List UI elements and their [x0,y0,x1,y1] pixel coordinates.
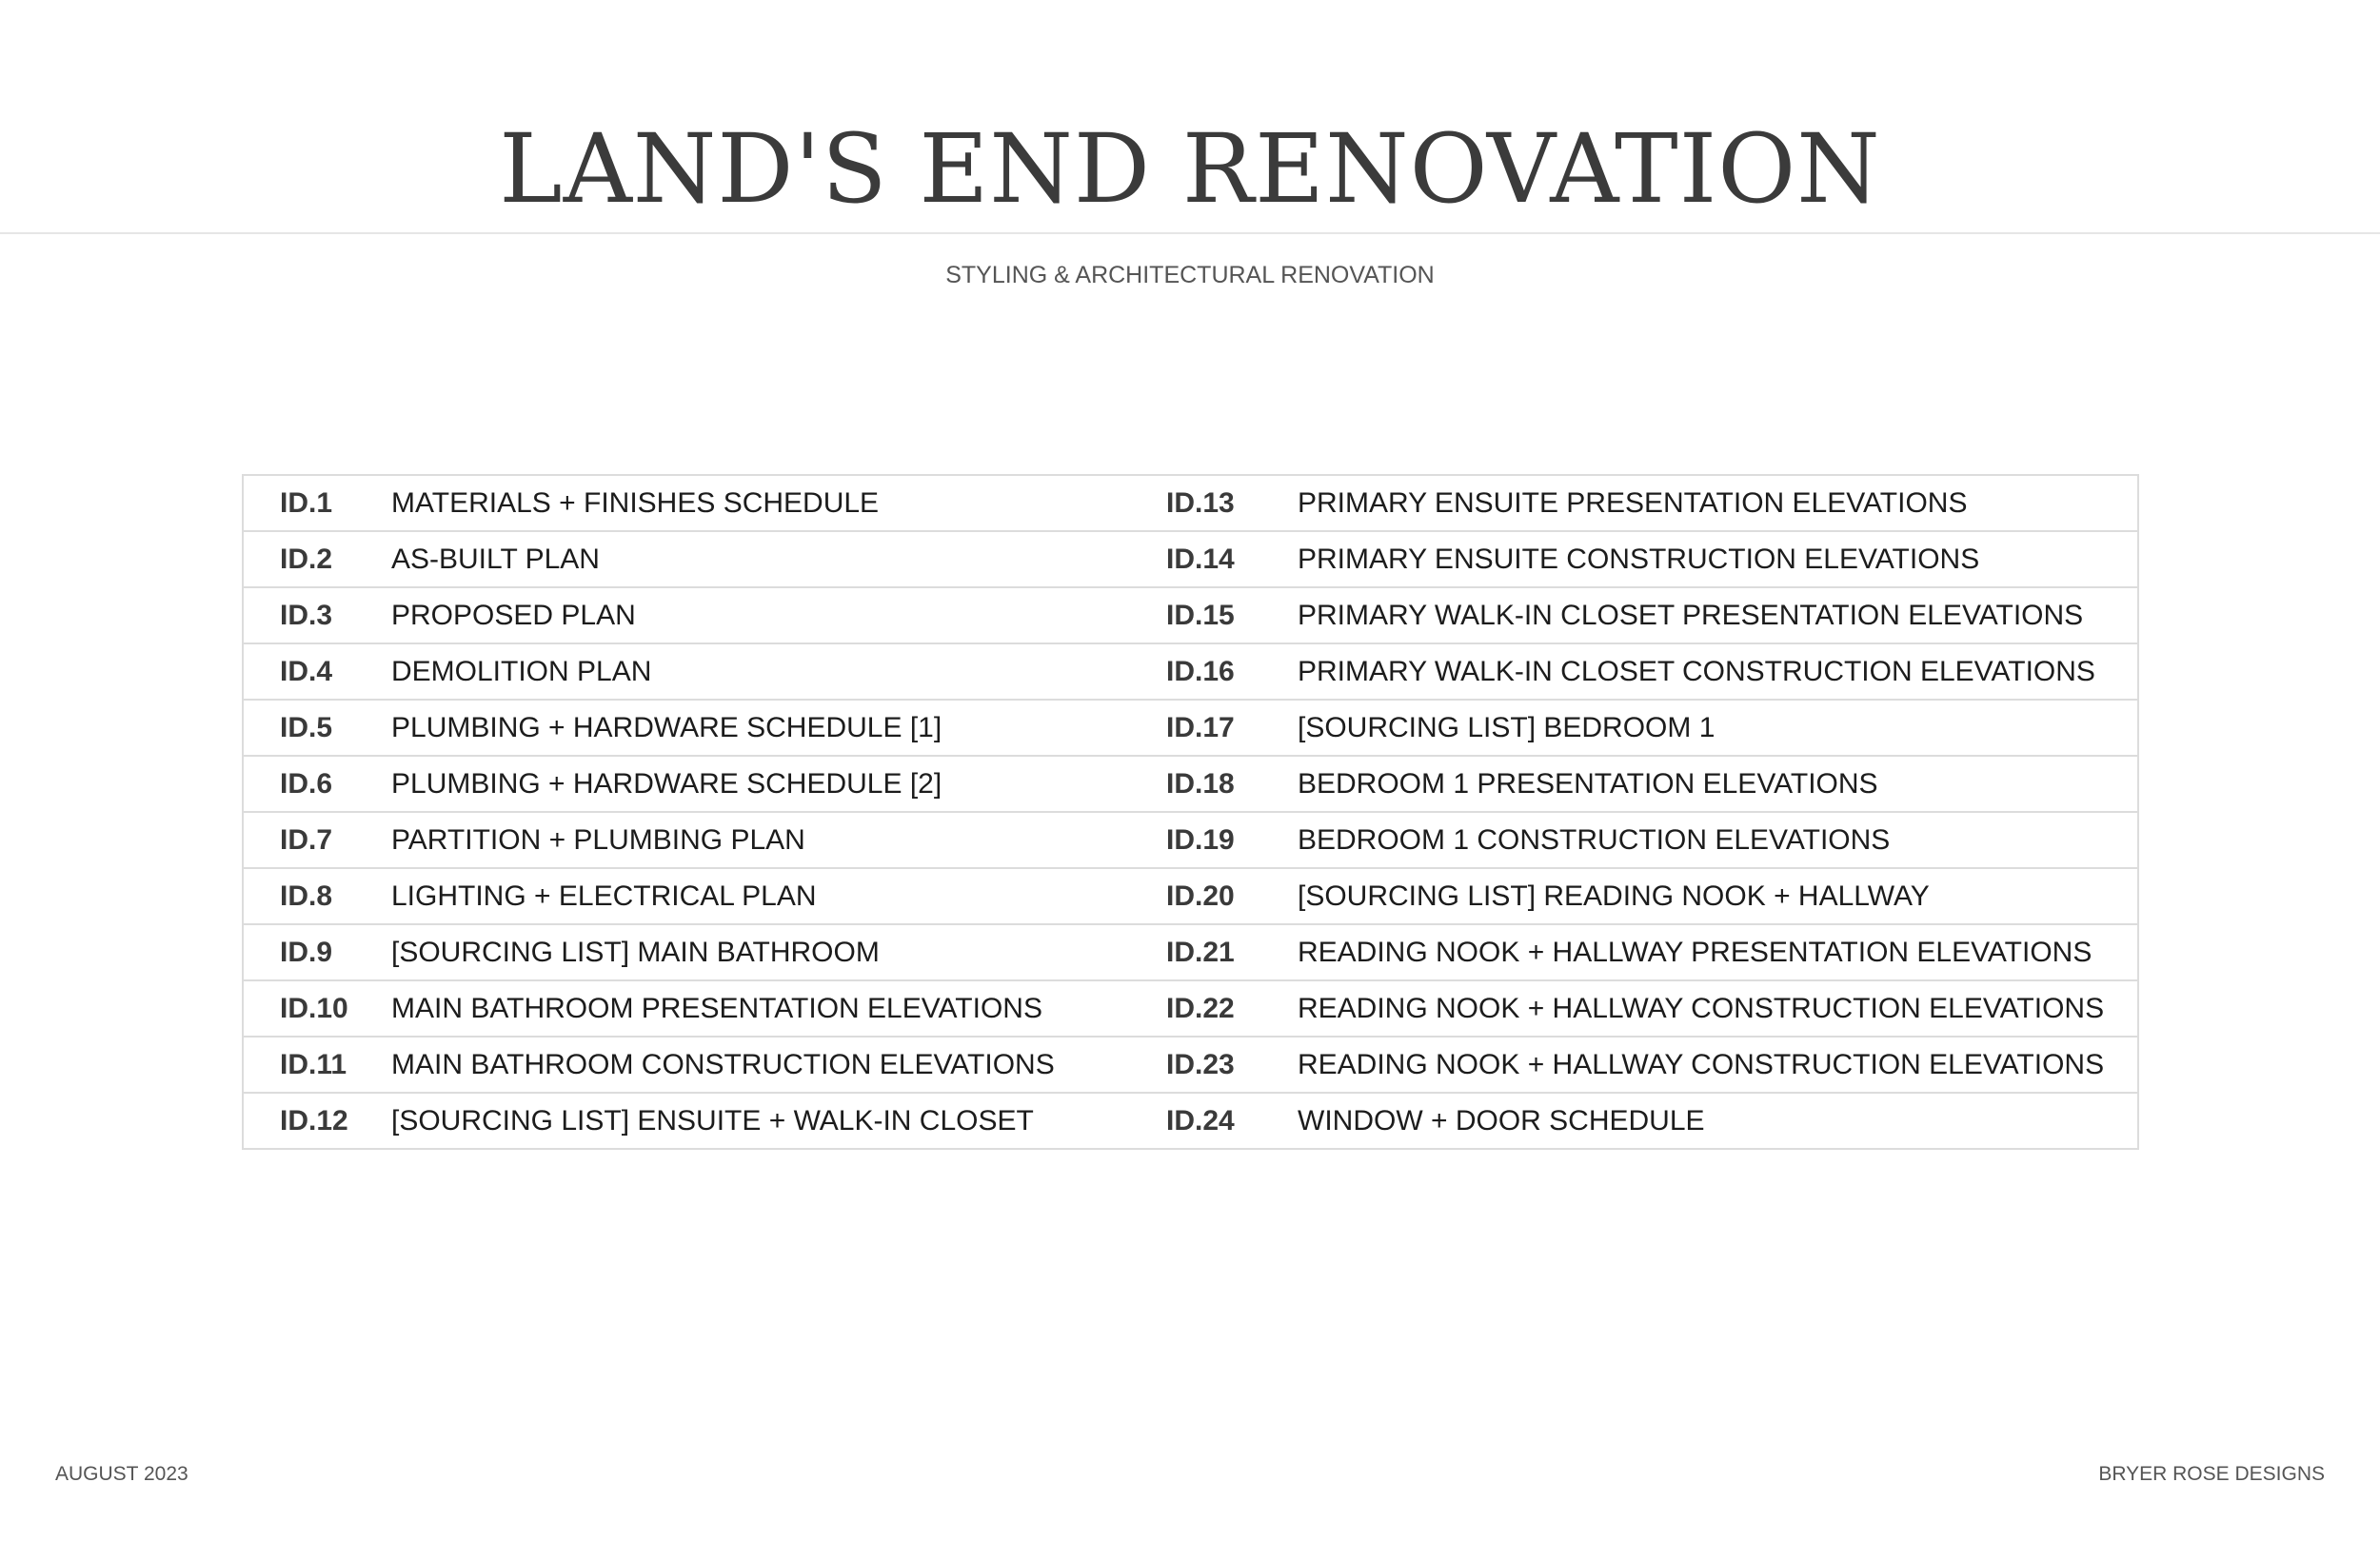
sheet-id: ID.14 [1166,531,1298,587]
sheet-id: ID.1 [243,475,391,531]
sheet-title: PRIMARY WALK-IN CLOSET PRESENTATION ELEVATIONS [1298,587,2138,643]
table-row [243,1037,2138,1093]
sheet-id: ID.20 [1166,868,1298,924]
sheet-id: ID.3 [243,587,391,643]
table-row [243,924,2138,980]
sheet-title: PLUMBING + HARDWARE SCHEDULE [1] [391,700,1166,756]
sheet-title: PRIMARY ENSUITE CONSTRUCTION ELEVATIONS [1298,531,2138,587]
sheet-title: BEDROOM 1 PRESENTATION ELEVATIONS [1298,756,2138,812]
table-row [243,980,2138,1037]
sheet-title: MAIN BATHROOM CONSTRUCTION ELEVATIONS [391,1037,1166,1093]
sheet-id: ID.24 [1166,1093,1298,1149]
sheet-id: ID.22 [1166,980,1298,1037]
drawing-index-table [242,474,2139,1150]
footer-date: AUGUST 2023 [55,1463,188,1485]
sheet-title: [SOURCING LIST] ENSUITE + WALK-IN CLOSET [391,1093,1166,1149]
sheet-title: PRIMARY ENSUITE PRESENTATION ELEVATIONS [1298,475,2138,531]
sheet-title: [SOURCING LIST] MAIN BATHROOM [391,924,1166,980]
sheet-title: PRIMARY WALK-IN CLOSET CONSTRUCTION ELEVATIONS [1298,643,2138,700]
sheet-id: ID.13 [1166,475,1298,531]
sheet-title: PARTITION + PLUMBING PLAN [391,812,1166,868]
sheet-title: WINDOW + DOOR SCHEDULE [1298,1093,2138,1149]
table-row [243,812,2138,868]
sheet-title: [SOURCING LIST] READING NOOK + HALLWAY [1298,868,2138,924]
table-row [243,700,2138,756]
sheet-id: ID.17 [1166,700,1298,756]
sheet-id: ID.2 [243,531,391,587]
sheet-id: ID.16 [1166,643,1298,700]
table-row [243,643,2138,700]
table-row [243,868,2138,924]
title-divider [0,232,2380,234]
sheet-title: PLUMBING + HARDWARE SCHEDULE [2] [391,756,1166,812]
sheet-title: BEDROOM 1 CONSTRUCTION ELEVATIONS [1298,812,2138,868]
sheet-id: ID.7 [243,812,391,868]
table-row [243,587,2138,643]
sheet-title: MAIN BATHROOM PRESENTATION ELEVATIONS [391,980,1166,1037]
table-row [243,1093,2138,1149]
sheet-title: READING NOOK + HALLWAY PRESENTATION ELEVATIONS [1298,924,2138,980]
drawing-index-body [243,475,2138,1149]
sheet-id: ID.19 [1166,812,1298,868]
sheet-id: ID.23 [1166,1037,1298,1093]
sheet-id: ID.18 [1166,756,1298,812]
sheet-title: [SOURCING LIST] BEDROOM 1 [1298,700,2138,756]
sheet-id: ID.12 [243,1093,391,1149]
sheet-id: ID.8 [243,868,391,924]
page-subtitle: STYLING & ARCHITECTURAL RENOVATION [945,262,1435,288]
sheet-id: ID.6 [243,756,391,812]
footer-company: BRYER ROSE DESIGNS [2098,1463,2325,1485]
sheet-title: AS-BUILT PLAN [391,531,1166,587]
sheet-id: ID.4 [243,643,391,700]
sheet-title: READING NOOK + HALLWAY CONSTRUCTION ELEVATIONS [1298,1037,2138,1093]
sheet-title: DEMOLITION PLAN [391,643,1166,700]
table-row [243,531,2138,587]
sheet-title: PROPOSED PLAN [391,587,1166,643]
sheet-title: READING NOOK + HALLWAY CONSTRUCTION ELEVATIONS [1298,980,2138,1037]
sheet-id: ID.11 [243,1037,391,1093]
sheet-title: MATERIALS + FINISHES SCHEDULE [391,475,1166,531]
table-row [243,756,2138,812]
sheet-id: ID.21 [1166,924,1298,980]
sheet-id: ID.9 [243,924,391,980]
sheet-id: ID.15 [1166,587,1298,643]
sheet-id: ID.10 [243,980,391,1037]
table-row [243,475,2138,531]
sheet-id: ID.5 [243,700,391,756]
sheet-title: LIGHTING + ELECTRICAL PLAN [391,868,1166,924]
page-title: LAND'S END RENOVATION [499,113,1881,225]
